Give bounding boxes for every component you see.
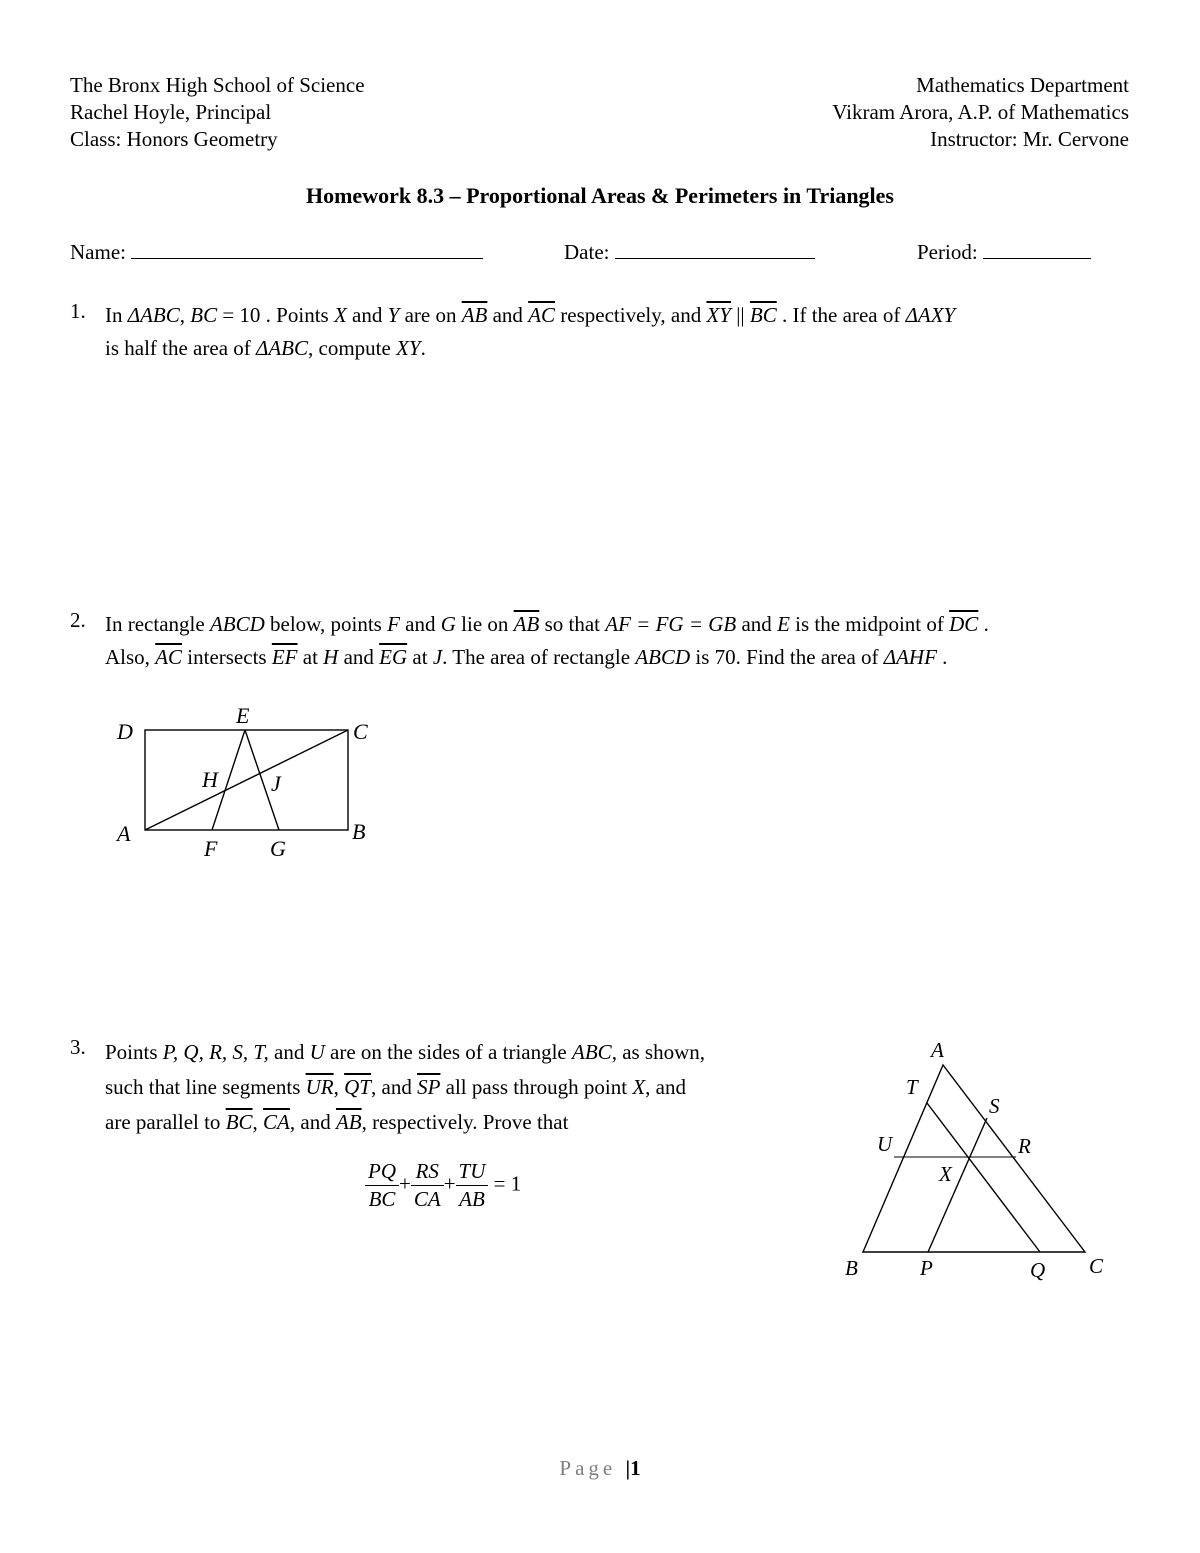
- label-f: F: [204, 836, 218, 861]
- page-title: Homework 8.3 – Proportional Areas & Perimeters in Triangles: [305, 183, 894, 208]
- name-blank[interactable]: [131, 240, 483, 259]
- principal-name: Rachel Hoyle, Principal: [70, 100, 272, 124]
- label-h: H: [202, 767, 218, 792]
- triangle-diagram: [835, 1030, 1120, 1290]
- triangle-abc: [863, 1065, 1085, 1252]
- assistant-principal: Vikram Arora, A.P. of Mathematics: [832, 100, 1129, 124]
- name-field[interactable]: [70, 240, 483, 265]
- label-q: Q: [1030, 1258, 1046, 1282]
- rectangle-diagram: [100, 695, 400, 865]
- period-label: Period:: [917, 240, 978, 264]
- label-s: S: [989, 1094, 1000, 1118]
- period-field[interactable]: [917, 240, 1091, 265]
- page-number: 1: [630, 1456, 641, 1480]
- problem-3-number: 3.: [70, 1035, 86, 1059]
- problem-3-text: Points P, Q, R, S, T, and U are on the sides of a triangle ABC, as shown, such that line segments $\overline{UR}$, $\overline{QT}$, and $\overline{SP}$ all pass through point X, and are parallel to $\overline{BC}$, $\overline{CA}$, and $\overline{AB}$, respectively. Prove that: [105, 1040, 706, 1134]
- label-c: C: [1089, 1254, 1104, 1278]
- date-label: Date:: [564, 240, 610, 264]
- instructor-name: Instructor: Mr. Cervone: [930, 127, 1129, 151]
- page-word: Page: [559, 1456, 617, 1480]
- problem-2-number: 2.: [70, 608, 86, 632]
- fraction-rs-ca: $\frac{RS}{CA}$: [411, 1158, 444, 1213]
- date-blank[interactable]: [615, 240, 815, 259]
- department-name: Mathematics Department: [916, 73, 1129, 97]
- label-b: B: [845, 1256, 858, 1280]
- page-separator: |: [625, 1456, 631, 1480]
- label-p: P: [920, 1256, 933, 1280]
- label-a: A: [117, 821, 131, 846]
- diagonal-ac: [145, 730, 348, 830]
- header-left: [70, 72, 365, 153]
- label-g: G: [270, 836, 286, 861]
- segment-sp: [928, 1118, 987, 1252]
- class-name: Class: Honors Geometry: [70, 127, 278, 151]
- problem-2-text: In rectangle ABCD below, points F and G lie on $\overline{AB}$ so that AF = FG = GB and E is the midpoint of $\overline{DC}$ . Also, $\overline{AC}$ intersects $\overline{EF}$ at H and $\overline{EG}$ at J. The area of rectangle ABCD is 70. Find the area of ΔAHF .: [105, 612, 989, 669]
- fraction-tu-ab: $\frac{TU}{AB}$: [456, 1158, 489, 1213]
- label-b: B: [352, 819, 366, 844]
- problem-1-number: 1.: [70, 299, 86, 323]
- fraction-pq-bc: $\frac{PQ}{BC}$: [365, 1158, 399, 1213]
- label-c: C: [353, 719, 368, 744]
- label-e: E: [236, 703, 250, 728]
- label-a: A: [931, 1038, 944, 1062]
- label-t: T: [906, 1075, 918, 1099]
- school-name: The Bronx High School of Science: [70, 73, 365, 97]
- label-u: U: [877, 1132, 893, 1156]
- date-field[interactable]: [564, 240, 815, 265]
- problem-1-text: In ΔABC, BC = 10 . Points X and Y are on $\overline{AB}$ and $\overline{AC}$ respectively, and $\overline{XY}$ || $\overline{BC}$ . If the area of ΔAXY is half the area of ΔABC, compute XY.: [105, 303, 956, 360]
- label-j: J: [271, 771, 281, 796]
- label-x: X: [939, 1162, 952, 1186]
- label-r: R: [1018, 1134, 1031, 1158]
- name-label: Name:: [70, 240, 126, 264]
- header-right: [832, 72, 1129, 153]
- period-blank[interactable]: [983, 240, 1091, 259]
- page-footer: [0, 1456, 1200, 1481]
- proof-equation: $\frac{PQ}{BC}$ + $\frac{RS}{CA}$ + $\frac{TU}{AB}$ = 1: [365, 1158, 521, 1213]
- label-d: D: [117, 719, 133, 744]
